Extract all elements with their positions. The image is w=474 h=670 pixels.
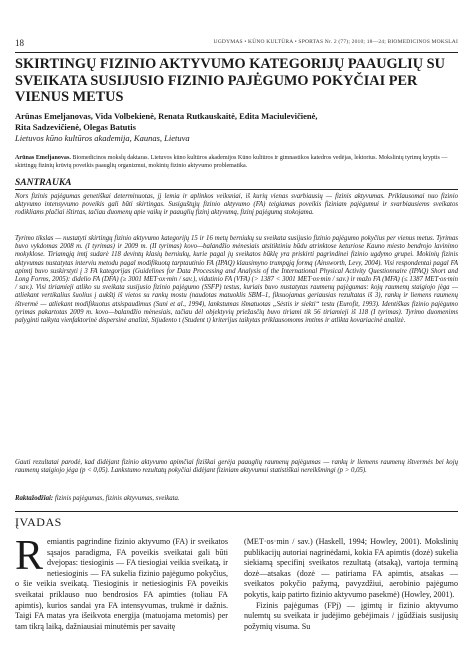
journal-citation: UGDYMAS • KŪNO KULTŪRA • SPORTAS Nr. 2 (77); 2010; 18—24; BIOMEDICINOS MOKSLAI (213, 39, 458, 45)
abstract-paragraph-3: Gauti rezultatai parodė, kad didėjant fizinio aktyvumo apimčiai fiziškai gerėja paauglių raumenų pajėgumas — rankų ir liemens raumenų ištvermės bei kojų raumenų staigiojo jėga (p < 0,05). Lankstumo rezultatų pokyčiai didėjant fiziniam aktyvumui statistiškai nereikšmingi (p > 0,05). (15, 459, 458, 475)
intro-left-text: emiantis pagrindine fizinio aktyvumo (FA) ir sveikatos sąsajos paradigma, FA poveikis sveikatai gali būti dvejopas: tiesioginis — FA tiesiogiai veikia sveikatą, ir netiesioginis — FA sukelia fizinio pajėgumo pokyčius, o šie veikia sveikatą. Tiesioginis ir netiesioginis FA poveikis sveikatai priklauso nuo bendrosios FA apimties (toliau FA apimtis), kurios sandai yra FA intensyvumas, trukmė ir dažnis. Taigi FA matas yra išeikvota energija (matuojama metomis) per tam tikrą laiką, dažniausiai minutėmis per savaitę (15, 537, 228, 631)
section-heading: ĮVADAS (15, 515, 62, 529)
affiliation: Lietuvos kūno kultūros akademija, Kaunas, Lietuva (15, 133, 190, 143)
abstract-heading: SANTRAUKA (15, 178, 72, 188)
authors-line-2: Rita Sadzevičienė, Olegas Batutis (15, 121, 136, 132)
intro-right-paragraph-2: Fizinis pajėgumas (FPj) — įgimtų ir fizinio aktyvumo nulemtų su sveikata ir judėjimo gebėjimais / įgūdžiais susijusių požymių visuma. Su (244, 600, 458, 631)
body-column-right (244, 537, 458, 632)
abstract-paragraph-1: Nors fizinis pajėgumas genetiškai determinuotas, jį lemia ir aplinkos veiksniai, iš kurių vienas svarbiausių — fizinis aktyvumas. Priklausomai nuo fizinio aktyvumo intensyvumo poveikis gali būti skirtingas. Susiguštųjų fizinio aktyvumo (FA) teigiamas poveikis fiziniam pajėgumui ir svarbiausiems sveikatos rodikliams plačiai ištirtas, tačiau duomenų apie vaikų ir paauglių fizinį aktyvumą, fizinį pajėgumą stokojama. (15, 193, 458, 217)
body-column-left (15, 533, 228, 632)
bio-text: Biomedicinos mokslų daktaras. Lietuvos kūno kultūros akademijos Kūno kultūros ir gimnastikos katedros vedėjas, lektorius. Mokslinių tyrimų kryptis — skirtingų fizinių krūvių poveikis paauglių organizmui, mokinių fizinio aktyvumo problematika. (15, 155, 448, 169)
keywords (15, 495, 458, 502)
header-rule (15, 52, 458, 53)
bio-name: Arūnas Emeljanovas. (15, 155, 71, 161)
running-header (15, 38, 458, 50)
abstract-paragraph-2: Tyrimo tikslas — nustatyti skirtingų fizinio aktyvumo kategorijų 15 ir 16 metų berniukų su sveikata susijusio fizinio pajėgumo pokyčius per vienus metus. Tyrimas buvo vykdomas 2008 m. (I tyrimas) ir 2009 m. (II tyrimas) kovo—balandžio mėnesiais atsitiktiniu būdu atrinktose keturiose Kauno miesto bendrojo lavinimo mokyklose. Tiriamąją imtį sudarė 118 devintų klasių berniukų, kurie pagal jų sveikatos būklę yra priskirti pagrindinei fizinio ugdymo grupei. Mokinių fizinis aktyvumas nustatytas interviu metodu pagal modifikuotą tarptautinio FA (IPAQ) klausimyno trumpąją formą (Ainsworth, Levy, 2004). Visi respondentai pagal FA apimtį buvo suskirstyti į 3 FA kategorijas (Guidelines for Data Processing and Analysis of the International Physical Activity Questionnaire (IPAQ) Short and Long Forms, 2005): didelio FA (DFA) (≥ 3001 MET·ox·min / sav.), vidutinio FA (VFA) (> 1387 < 3001 MET·os·min / sav.) ir mažo FA (MFA) (≤ 1387 MET·os·min / sav.). Visi tiriamieji atliko su sveikata susijusio fizinio pajėgumo (SSFP) testus, kuriais buvo nustatytas raumenų pajėgumas: kojų raumenų staigiojo jėga — atliekant vertikalius šuolius į aukštį iš vietos su rankų mostu (naudotas matuoklis SBM–1, fiksuojamas geriausias rezultatas iš 3), rankų ir liemens raumenų ištvermė — atliekant modifikuotus atsispaudimus (Suni et al., 1994), lankstumas išmatuotas „Sėstis ir siekti“ testu (Eurofit, 1993). Identiškas fizinio pajėgumo tyrimas pakartotas 2009 m. kovo—balandžio mėnesiais, tačiau dėl objektyvių priežasčių buvo tiriami tik 56 tiriamieji iš 118 (I tyrimas). Tyrimo duomenims palyginti taikyta vienfaktorinė dispersinė analizė, Stjudento t (Student t) kriterijus taikytas priklausomoms imtims ir atlikta kovariacinė analizė. (15, 235, 458, 325)
drop-cap: R (15, 533, 44, 579)
keywords-text: fizinis pajėgumas, fizinis aktyvumas, sveikata. (53, 495, 180, 502)
authors (15, 111, 458, 132)
intro-right-paragraph-1: (MET·os·min / sav.) (Haskell, 1994; Howley, 2001). Mokslinių publikacijų autoriai nagrinėdami, kokia FA apimtis (dozė) sukelia siekiamą specifinį sveikatos rezultatą (atsaką), vartoja terminą dozė—atsakas (dozė — patiriama FA apimtis, atsakas — sveikatos pokyčio pažymą, pavyzdžiui, aerobinio pajėgumo pokytis, kaip patirto fizinio aktyvumo pasekmė) (Howley, 2001). (244, 537, 458, 599)
keywords-label: Raktažodžiai: (15, 495, 54, 502)
author-bio (15, 155, 458, 170)
article-title: SKIRTINGŲ FIZINIO AKTYVUMO KATEGORIJŲ PAAUGLIŲ SU SVEIKATA SUSIJUSIO FIZINIO PAJĖGUMO POKYČIAI PER VIENUS METUS (15, 56, 445, 105)
keywords-rule (15, 511, 458, 512)
abstract-rule (15, 189, 458, 190)
authors-line-1: Arūnas Emeljanovas, Vida Volbekienė, Renata Rutkauskaitė, Edita Maciulevičienė, (15, 111, 318, 121)
page-number: 18 (15, 38, 24, 48)
